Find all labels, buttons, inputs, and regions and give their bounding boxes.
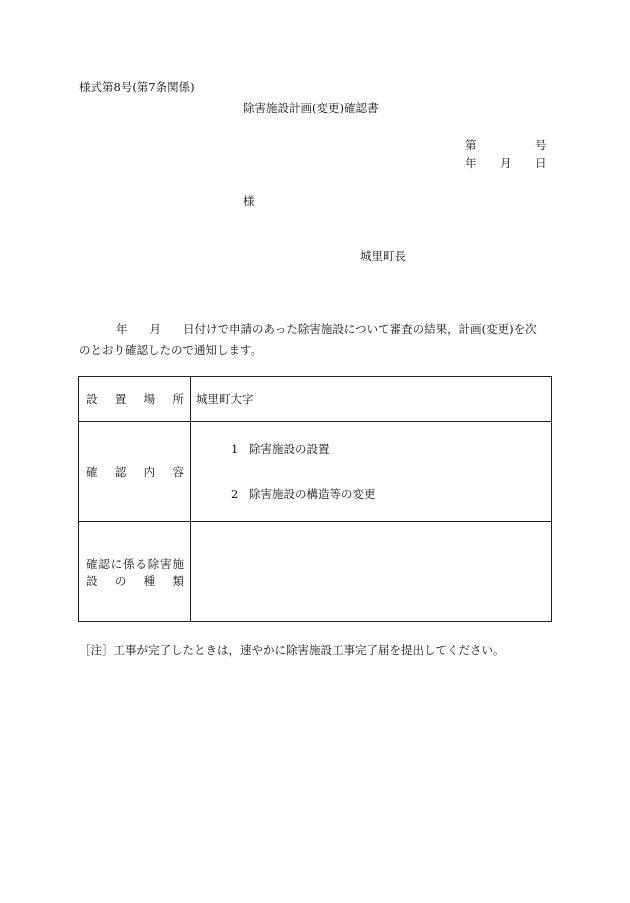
content-item-number: 2 <box>231 487 239 501</box>
location-label: 設置場所 <box>86 392 184 406</box>
location-value-cell <box>191 377 551 421</box>
issue-date-day: 日 <box>535 156 547 170</box>
body-date-year: 年 <box>116 322 128 336</box>
content-label: 確認内容 <box>86 465 184 479</box>
table-row-facility-type <box>79 522 551 621</box>
issue-date-year: 年 <box>465 156 477 170</box>
facility-type-label-cell <box>79 522 191 621</box>
content-item-text: 除害施設の構造等の変更 <box>249 487 376 501</box>
issue-number-suffix: 号 <box>535 138 547 152</box>
location-value: 城里町大字 <box>196 392 254 406</box>
addressee-honorific: 様 <box>243 194 255 208</box>
content-item <box>231 442 330 456</box>
form-number: 様式第8号(第7条関係) <box>79 80 195 94</box>
table-row-content <box>79 422 551 522</box>
body-date-month: 月 <box>149 322 161 336</box>
table-row-location <box>79 377 551 422</box>
content-label-cell <box>79 422 191 521</box>
footnote: ［注］工事が完了したときは，速やかに除害施設工事完了届を提出してください。 <box>79 643 505 657</box>
confirmation-table <box>78 376 552 622</box>
issue-date-month: 月 <box>500 156 512 170</box>
body-text-rest: 日付けで申請のあった除害施設について審査の結果，計画(変更)を次 <box>183 322 537 336</box>
body-text-line-2: のとおり確認したので通知します。 <box>79 343 263 357</box>
facility-type-label-line-1: 確認に係る除害施 <box>86 557 184 571</box>
content-value-cell <box>191 422 551 521</box>
content-item-number: 1 <box>231 442 239 456</box>
content-item <box>231 487 376 501</box>
facility-type-value-cell <box>191 522 551 621</box>
issuer-name: 城里町長 <box>360 249 406 263</box>
document-title: 除害施設計画(変更)確認書 <box>243 101 379 115</box>
body-text-line-1 <box>116 322 537 336</box>
issue-number-prefix: 第 <box>465 138 477 152</box>
facility-type-label-line-2: 設の種類 <box>86 574 184 588</box>
content-item-text: 除害施設の設置 <box>249 442 330 456</box>
location-label-cell <box>79 377 191 421</box>
